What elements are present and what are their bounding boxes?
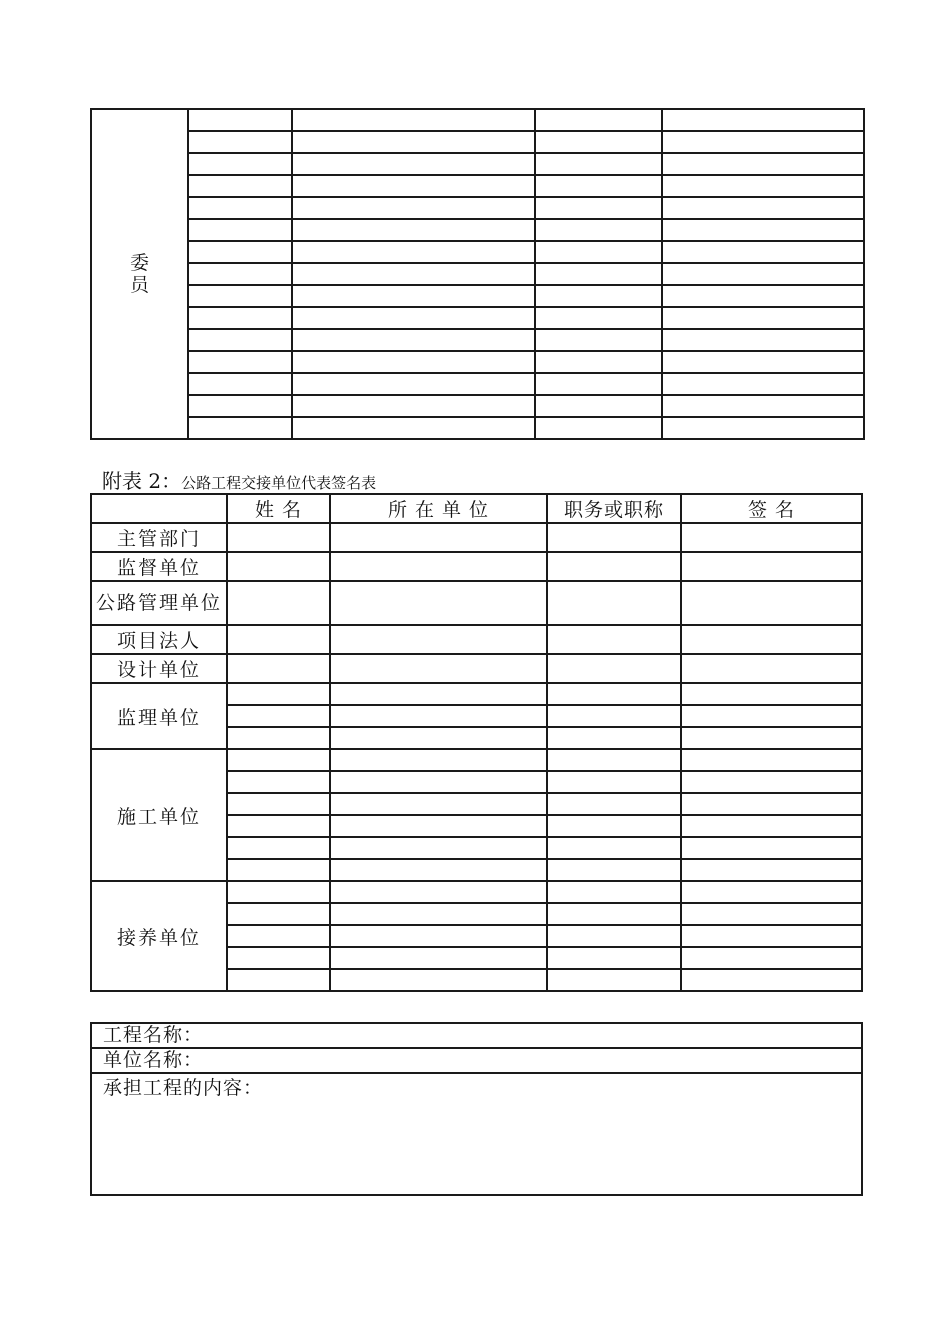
committee-label-char: 员 [129,274,149,296]
signature-cell[interactable] [330,727,547,749]
signature-cell[interactable] [330,552,547,581]
signature-cell[interactable] [227,625,330,654]
row-label: 主管部门 [91,523,227,552]
signature-cell[interactable] [330,705,547,727]
committee-cell[interactable] [188,241,292,263]
committee-cell[interactable] [662,197,864,219]
signature-cell[interactable] [330,683,547,705]
committee-cell[interactable] [535,153,662,175]
table-row [91,683,862,705]
signature-cell[interactable] [681,749,862,771]
committee-cell[interactable] [292,175,535,197]
signature-cell[interactable] [547,815,681,837]
committee-row [91,241,864,263]
signature-cell[interactable] [330,625,547,654]
committee-cell[interactable] [662,285,864,307]
committee-cell[interactable] [535,351,662,373]
committee-cell[interactable] [662,153,864,175]
signature-cell[interactable] [547,654,681,683]
committee-cell[interactable] [188,307,292,329]
committee-label [91,109,188,439]
appendix-caption: 附表 2：公路工程交接单位代表签名表 [102,469,377,493]
committee-cell[interactable] [188,395,292,417]
unit-name-field[interactable]: 单位名称： [91,1048,862,1073]
group-label: 监理单位 [91,683,227,749]
committee-cell[interactable] [292,109,535,131]
table-row [91,881,862,903]
committee-cell[interactable] [535,219,662,241]
signature-cell[interactable] [227,581,330,625]
committee-cell[interactable] [292,241,535,263]
group-label: 接养单位 [91,881,227,991]
signature-cell[interactable] [547,969,681,991]
signature-cell[interactable] [681,793,862,815]
committee-label-char: 委 [129,252,149,274]
signature-cell[interactable] [547,947,681,969]
signature-cell[interactable] [681,881,862,903]
committee-cell[interactable] [188,219,292,241]
committee-cell[interactable] [292,197,535,219]
committee-cell[interactable] [292,373,535,395]
committee-cell[interactable] [292,307,535,329]
signature-cell[interactable] [547,903,681,925]
committee-row [91,395,864,417]
committee-cell[interactable] [188,109,292,131]
committee-row [91,351,864,373]
committee-cell[interactable] [292,219,535,241]
row-label: 设计单位 [91,654,227,683]
signature-cell[interactable] [681,625,862,654]
signature-cell[interactable] [681,815,862,837]
signature-cell[interactable] [227,969,330,991]
committee-row [91,417,864,439]
signature-cell[interactable] [227,552,330,581]
signature-cell[interactable] [330,654,547,683]
signature-cell[interactable] [330,925,547,947]
column-header: 职务或职称 [547,494,681,523]
signature-cell[interactable] [681,683,862,705]
committee-cell[interactable] [535,175,662,197]
signature-cell[interactable] [681,581,862,625]
committee-row [91,373,864,395]
committee-cell[interactable] [188,263,292,285]
signature-cell[interactable] [227,749,330,771]
signature-cell[interactable] [227,947,330,969]
signature-cell[interactable] [681,859,862,881]
signature-cell[interactable] [681,837,862,859]
work-content-field[interactable]: 承担工程的内容： [91,1073,862,1195]
appendix-title: 公路工程交接单位代表签名表 [181,474,377,492]
committee-cell[interactable] [292,131,535,153]
signature-cell[interactable] [227,523,330,552]
signature-cell[interactable] [681,654,862,683]
signature-cell[interactable] [330,947,547,969]
signature-cell[interactable] [547,552,681,581]
committee-row [91,285,864,307]
column-header: 姓 名 [227,494,330,523]
table-row [91,749,862,771]
appendix-number: 附表 2 [102,469,162,493]
signature-cell[interactable] [547,683,681,705]
committee-cell[interactable] [188,175,292,197]
committee-cell[interactable] [535,417,662,439]
project-name-field[interactable]: 工程名称： [91,1023,862,1048]
signature-cell[interactable] [681,903,862,925]
signature-cell[interactable] [547,881,681,903]
signature-cell[interactable] [330,793,547,815]
column-header: 所 在 单 位 [330,494,547,523]
signature-cell[interactable] [227,859,330,881]
committee-cell[interactable] [535,373,662,395]
committee-cell[interactable] [662,263,864,285]
signature-cell[interactable] [547,771,681,793]
signature-cell[interactable] [547,837,681,859]
committee-cell[interactable] [662,175,864,197]
signature-cell[interactable] [330,581,547,625]
signature-cell[interactable] [227,925,330,947]
committee-row [91,307,864,329]
committee-cell[interactable] [535,109,662,131]
committee-row [91,175,864,197]
column-header: 签 名 [681,494,862,523]
signature-cell[interactable] [330,771,547,793]
signature-cell[interactable] [227,727,330,749]
signature-cell[interactable] [681,727,862,749]
table-row [91,523,862,552]
signature-cell[interactable] [681,925,862,947]
header-row [91,494,862,523]
signature-cell[interactable] [547,625,681,654]
committee-cell[interactable] [662,373,864,395]
signature-cell[interactable] [227,837,330,859]
signature-cell[interactable] [227,771,330,793]
committee-table [90,108,865,440]
project-info-box [90,1022,863,1196]
committee-cell[interactable] [535,197,662,219]
committee-cell[interactable] [188,285,292,307]
signature-cell[interactable] [227,903,330,925]
committee-cell[interactable] [662,417,864,439]
signature-cell[interactable] [681,523,862,552]
committee-cell[interactable] [188,373,292,395]
committee-cell[interactable] [292,417,535,439]
row-label: 公路管理单位 [91,581,227,625]
column-header [91,494,227,523]
signature-cell[interactable] [547,581,681,625]
row-label: 监督单位 [91,552,227,581]
signature-cell[interactable] [681,705,862,727]
signature-cell[interactable] [227,815,330,837]
row-label: 项目法人 [91,625,227,654]
committee-row [91,263,864,285]
group-label: 施工单位 [91,749,227,881]
signature-cell[interactable] [547,793,681,815]
signature-cell[interactable] [330,969,547,991]
committee-cell[interactable] [292,395,535,417]
signature-cell[interactable] [547,705,681,727]
committee-cell[interactable] [535,131,662,153]
signature-cell[interactable] [227,793,330,815]
committee-cell[interactable] [292,263,535,285]
signature-cell[interactable] [547,727,681,749]
committee-cell[interactable] [292,285,535,307]
table-row [91,625,862,654]
table-row [91,654,862,683]
committee-row [91,329,864,351]
signature-cell[interactable] [330,523,547,552]
committee-cell[interactable] [662,329,864,351]
signature-cell[interactable] [330,837,547,859]
table-row [91,552,862,581]
signature-cell[interactable] [681,771,862,793]
signature-cell[interactable] [330,749,547,771]
committee-cell[interactable] [535,395,662,417]
signature-table [90,493,863,992]
committee-row [91,153,864,175]
signature-cell[interactable] [227,881,330,903]
signature-cell[interactable] [681,969,862,991]
signature-cell[interactable] [681,947,862,969]
committee-cell[interactable] [662,395,864,417]
committee-cell[interactable] [662,219,864,241]
committee-row [91,197,864,219]
signature-cell[interactable] [227,654,330,683]
committee-cell[interactable] [535,263,662,285]
committee-cell[interactable] [662,241,864,263]
signature-cell[interactable] [547,523,681,552]
committee-cell[interactable] [535,307,662,329]
signature-cell[interactable] [227,705,330,727]
table-row [91,581,862,625]
committee-cell[interactable] [188,329,292,351]
signature-cell[interactable] [330,881,547,903]
committee-cell[interactable] [188,351,292,373]
signature-cell[interactable] [330,815,547,837]
committee-row [91,131,864,153]
signature-cell[interactable] [330,903,547,925]
signature-cell[interactable] [547,859,681,881]
committee-cell[interactable] [188,417,292,439]
signature-cell[interactable] [681,552,862,581]
committee-cell[interactable] [535,329,662,351]
committee-cell[interactable] [292,329,535,351]
committee-cell[interactable] [535,285,662,307]
committee-cell[interactable] [662,351,864,373]
committee-cell[interactable] [535,241,662,263]
committee-cell[interactable] [662,307,864,329]
committee-cell[interactable] [188,153,292,175]
committee-cell[interactable] [662,131,864,153]
signature-cell[interactable] [547,925,681,947]
committee-cell[interactable] [292,153,535,175]
committee-row [91,219,864,241]
committee-cell[interactable] [188,197,292,219]
committee-cell[interactable] [188,131,292,153]
signature-cell[interactable] [330,859,547,881]
committee-row [91,109,864,131]
signature-cell[interactable] [547,749,681,771]
signature-cell[interactable] [227,683,330,705]
committee-cell[interactable] [662,109,864,131]
committee-cell[interactable] [292,351,535,373]
